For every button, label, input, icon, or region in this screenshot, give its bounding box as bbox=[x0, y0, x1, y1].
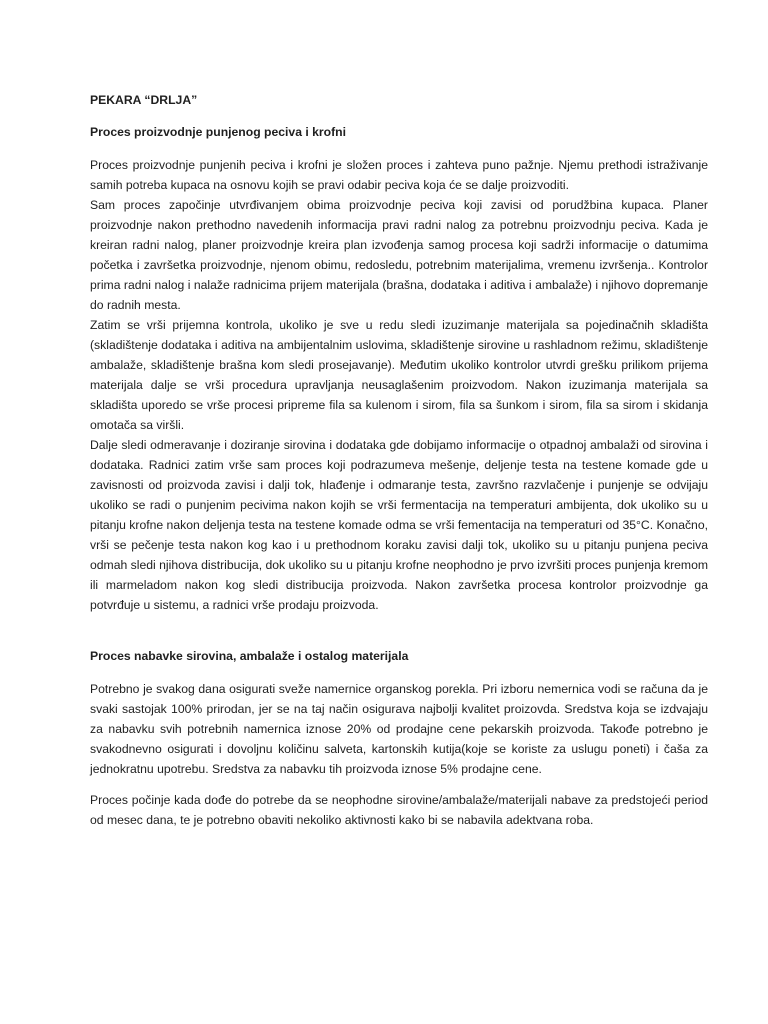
section-procurement-process bbox=[90, 648, 708, 830]
paragraph: Proces počinje kada dođe do potrebe da se neophodne sirovine/ambalaže/materijali nabave za predstojeći period od mesec dana, te je potrebno obaviti nekoliko aktivnosti kako bi se nabavila adektvana roba. bbox=[90, 793, 708, 827]
paragraph: Proces proizvodnje punjenih peciva i krofni je složen proces i zahteva puno pažnje. Njemu prethodi istraživanje samih potreba kupaca na osnovu kojih se pravi odabir peciva koja će se dalje proizvoditi. bbox=[90, 158, 708, 192]
document-title: PEKARA “DRLJA” bbox=[90, 93, 198, 107]
paragraph: Dalje sledi odmeravanje i doziranje sirovina i dodataka gde dobijamo informacije o otpadnoj ambalaži od sirovina i dodataka. Radnici zatim vrše sam proces koji podrazumeva mešenje, deljenje testa na testene komade gde u zavisnosti od proizvoda zavisi i dalji tok, hlađenje i odmaranje testa, završno razvlačenje i punjenje se odvijaju ukoliko se radi o punjenim pecivima nakon kojih se vrši fermentacija na temperaturi ambijenta, dok ukoliko su u pitanju krofne nakon deljenja testa na testene komade odma se vrši fementacija na temperaturi od 35°C. Konačno, vrši se pečenje testa nakon kog kao i u prethodnom koraku zavisi dalji tok, ukoliko su u pitanju punjena peciva odmah sledi njihova distribucija, dok ukoliko su u pitanju krofne neophodno je prvo izvršiti proces punjenja kremom ili marmeladom nakon kog sledi distribucija proizvoda. Nakon završetka procesa kontrolor proizvodnje ga potvrđuje u sistemu, a radnici vrše prodaju proizvoda. bbox=[90, 438, 709, 612]
paragraph: Sam proces započinje utvrđivanjem obima proizvodnje peciva koji zavisi od porudžbina kupaca. Planer proizvodnje nakon prethodno navedenih informacija pravi radni nalog za potrebnu proizvodnju peciva. Kada je kreiran radni nalog, planer proizvodnje kreira plan izvođenja samog procesa koji sadrži informacije o datumima početka i završetka proizvodnje, njenom obimu, redosledu, potrebnim materijalima, vremenu izvršenja.. Kontrolor prima radni nalog i nalaže radnicima prijem materijala (brašna, dodataka i aditiva i ambalaže) i njihovo dopremanje do radnih mesta. bbox=[90, 198, 708, 312]
section-heading: Proces nabavke sirovina, ambalaže i ostalog materijala bbox=[90, 649, 409, 663]
section-production-process bbox=[90, 124, 708, 615]
section-heading: Proces proizvodnje punjenog peciva i krofni bbox=[90, 125, 346, 139]
paragraph: Zatim se vrši prijemna kontrola, ukoliko je sve u redu sledi izuzimanje materijala sa pojedinačnih skladišta (skladištenje dodataka i aditiva na ambijentalnim uslovima, skladištenje sirovine u rashladnom režimu, skladištenje ambalaže, skladištenje brašna kom sledi prosejavanje). Međutim ukoliko kontrolor utvrdi grešku prilikom prijema materijala dalje se vrši procedura upravljanja neusaglašenim proizvodom. Nakon izuzimanja materijala sa skladišta uporedo se vrše procesi pripreme fila sa kulenom i sirom, fila sa šunkom i sirom, fila sa sirom i skidanja omotača sa viršli. bbox=[90, 318, 708, 432]
document-page bbox=[90, 92, 708, 841]
paragraph: Potrebno je svakog dana osigurati sveže namernice organskog porekla. Pri izboru nemernica vodi se računa da je svaki sastojak 100% prirodan, jer se na taj način osigurava najbolji kvalitet proizovda. Sredstva koja se izdvajaju za nabavku svih potrebnih namernica iznose 20% od prodajne cene pekarskih proizvoda. Takođe potrebno je svakodnevno osigurati i dovoljnu količinu salveta, kartonskih kutija(koje se koriste za uslugu poneti) i čaša za jednokratnu upotrebu. Sredstva za nabavku tih proizvoda iznose 5% prodajne cene. bbox=[90, 682, 708, 776]
